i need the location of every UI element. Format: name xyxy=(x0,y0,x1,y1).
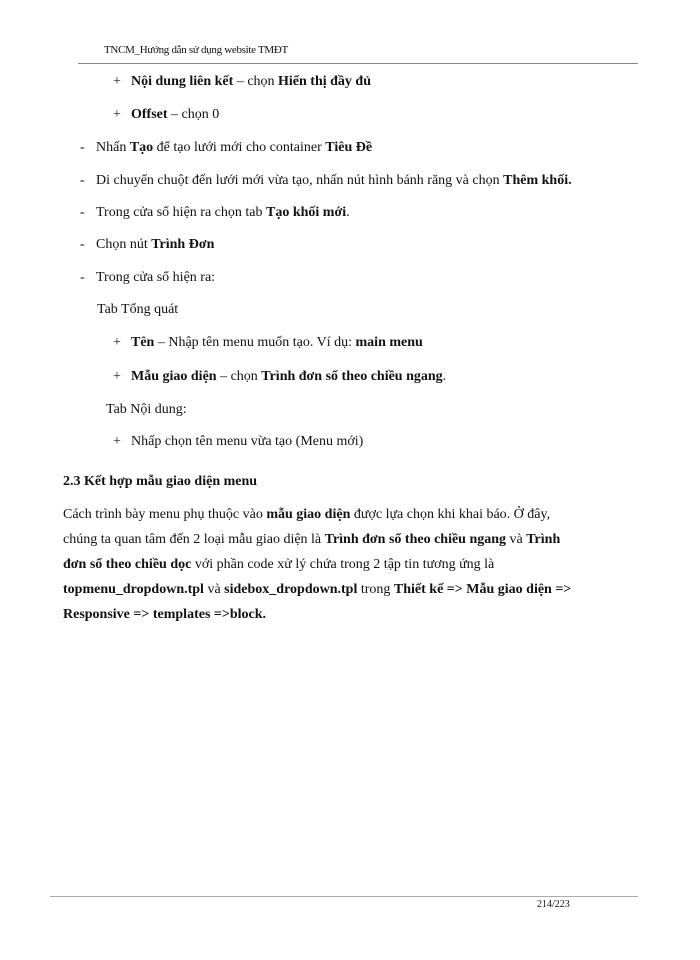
bold-text: Hiển thị đầy đủ xyxy=(278,74,372,89)
text-run: Nhấp chọn tên menu vừa tạo (Menu mới) xyxy=(131,434,364,449)
text-run: Trong cửa sổ hiện ra: xyxy=(96,270,216,285)
list-item xyxy=(96,269,215,287)
footer-rule xyxy=(50,896,638,897)
bold-text: main menu xyxy=(355,335,423,350)
bold-text: Trình đơn sổ theo chiều ngang xyxy=(261,369,443,384)
bold-text: Offset xyxy=(131,107,168,122)
bold-text: Mẫu giao diện xyxy=(131,369,217,384)
bullet-item xyxy=(131,334,423,352)
bullet-item xyxy=(131,368,446,386)
bold-text: Trình đơn sổ theo chiều ngang xyxy=(324,532,507,547)
dash-bullet-marker: - xyxy=(80,140,85,155)
text-run: Trong cửa sổ hiện ra chọn tab xyxy=(96,205,266,220)
list-item xyxy=(96,236,214,254)
text-run: . xyxy=(442,369,447,384)
bold-text: Thêm khối. xyxy=(503,173,572,188)
bold-text: Trình Đơn xyxy=(151,237,215,252)
text-run: chúng ta quan tâm đến 2 loại mẫu giao diện là xyxy=(63,532,325,547)
text-run: trong xyxy=(357,582,394,597)
text-run: Nhấn xyxy=(96,140,130,155)
page-number: 214/223 xyxy=(537,899,570,910)
dash-bullet-marker: - xyxy=(80,270,85,285)
text-run: Cách trình bày menu phụ thuộc vào xyxy=(63,507,267,522)
plus-bullet-marker: + xyxy=(113,74,121,89)
text-run: Di chuyển chuột đến lưới mới vừa tạo, nhấn nút hình bánh răng và chọn xyxy=(96,173,504,188)
text-run: với phần code xử lý chứa trong 2 tập tin tương ứng là xyxy=(191,557,495,572)
list-item xyxy=(96,204,350,222)
bold-text: Tạo khối mới xyxy=(265,205,347,220)
plus-bullet-marker: + xyxy=(113,107,121,122)
dash-bullet-marker: - xyxy=(80,237,85,252)
bold-text: Thiết kế => Mẫu giao diện => xyxy=(393,582,572,597)
text-run: được lựa chọn khi khai báo. Ở đây, xyxy=(350,507,551,522)
bold-text: Tên xyxy=(131,335,155,350)
plus-bullet-marker: + xyxy=(113,369,121,384)
bold-text: Tiêu Đề xyxy=(325,140,373,155)
paragraph-line xyxy=(63,531,560,549)
bold-text: Responsive => templates =>block. xyxy=(63,607,267,622)
paragraph-line xyxy=(63,606,266,624)
list-item xyxy=(96,139,372,157)
text-run: Tab Nội dung: xyxy=(106,402,187,417)
dash-bullet-marker: - xyxy=(80,205,85,220)
tab-label xyxy=(97,301,178,319)
bold-text: Trình xyxy=(526,532,561,547)
plus-bullet-marker: + xyxy=(113,434,121,449)
bold-text: Tạo xyxy=(129,140,154,155)
text-run: – chọn xyxy=(233,74,279,89)
text-run: . xyxy=(346,205,350,220)
text-run: để tạo lưới mới cho container xyxy=(153,140,326,155)
text-run: – chọn 0 xyxy=(167,107,220,122)
text-run: – chọn xyxy=(216,369,262,384)
bullet-item xyxy=(131,106,219,124)
text-run: Chọn nút xyxy=(96,237,152,252)
bullet-item xyxy=(131,73,371,91)
paragraph-line xyxy=(63,506,550,524)
list-item xyxy=(96,172,572,190)
plus-bullet-marker: + xyxy=(113,335,121,350)
bold-text: sidebox_dropdown.tpl xyxy=(224,582,358,597)
paragraph-line xyxy=(63,556,494,574)
running-header: TNCM_Hướng dẫn sử dụng website TMĐT xyxy=(104,44,288,56)
bold-text: topmenu_dropdown.tpl xyxy=(63,582,204,597)
bullet-item xyxy=(131,433,363,451)
bold-text: Nội dung liên kết xyxy=(131,74,234,89)
dash-bullet-marker: - xyxy=(80,173,85,188)
bold-text: 2.3 Kết hợp mẫu giao diện menu xyxy=(63,474,258,489)
header-rule xyxy=(78,63,638,64)
text-run: và xyxy=(203,582,225,597)
text-run: và xyxy=(506,532,527,547)
bold-text: đơn sổ theo chiều dọc xyxy=(63,557,192,572)
text-run: – Nhập tên menu muốn tạo. Ví dụ: xyxy=(154,335,356,350)
bold-text: mẫu giao diện xyxy=(266,507,351,522)
paragraph-line xyxy=(63,581,571,599)
tab-label xyxy=(106,401,187,419)
text-run: Tab Tổng quát xyxy=(97,302,179,317)
section-heading xyxy=(63,473,257,491)
